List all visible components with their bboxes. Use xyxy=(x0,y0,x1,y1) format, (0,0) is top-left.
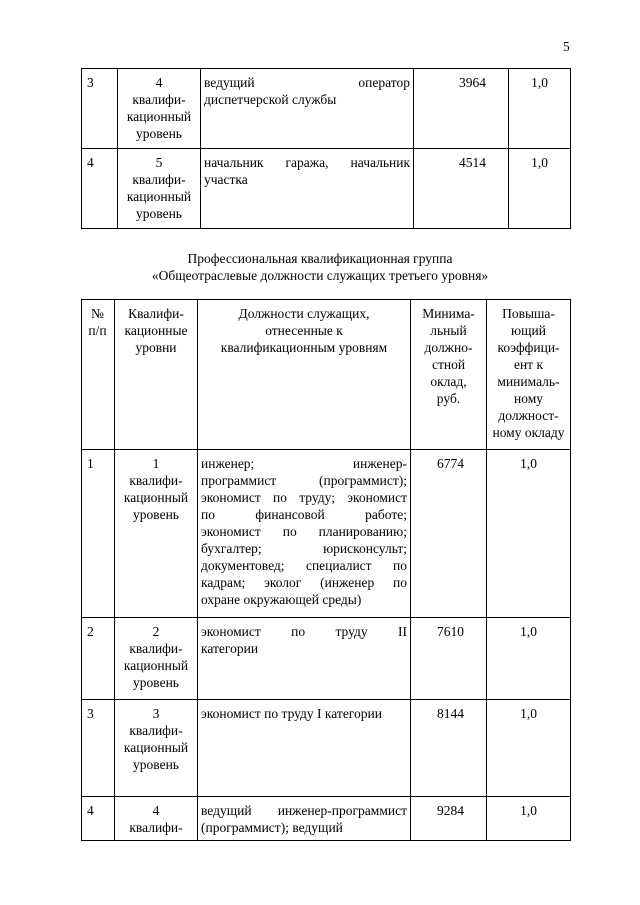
header-line: должно- xyxy=(424,340,473,355)
row-number-cell: 2 xyxy=(82,618,115,700)
level-line: 4 xyxy=(152,803,160,818)
group-heading xyxy=(0,250,640,284)
header-coefficient-cell xyxy=(487,300,571,450)
positions-line: экономист по труду; экономист xyxy=(201,490,407,505)
level-line: уровень xyxy=(133,507,179,522)
positions-line: начальник гаража, начальник xyxy=(204,155,410,170)
header-line: ент к xyxy=(513,357,544,372)
positions-cell xyxy=(201,69,414,149)
coefficient-cell: 1,0 xyxy=(509,149,571,229)
positions-line: диспетчерской службы xyxy=(204,92,337,107)
table-row xyxy=(82,797,571,841)
table-main xyxy=(81,299,571,841)
header-line: п/п xyxy=(88,323,107,338)
positions-line: ведущий оператор xyxy=(204,75,410,90)
coefficient-cell: 1,0 xyxy=(509,69,571,149)
positions-line: кадрам; эколог (инженер по xyxy=(201,575,407,590)
level-cell xyxy=(118,69,201,149)
header-line: руб. xyxy=(436,391,461,406)
header-number-cell xyxy=(82,300,115,450)
header-salary-cell xyxy=(411,300,487,450)
level-line: кационный xyxy=(123,740,189,755)
table-header-row xyxy=(82,300,571,450)
positions-line: бухгалтер; юрисконсульт; xyxy=(201,541,407,556)
level-line: квалифи- xyxy=(129,723,183,738)
table-row xyxy=(82,149,571,229)
positions-line: участка xyxy=(204,172,248,187)
header-positions-cell xyxy=(198,300,411,450)
level-line: кационный xyxy=(126,189,192,204)
page-number: 5 xyxy=(563,39,570,54)
header-line: льный xyxy=(430,323,467,338)
level-line: кационный xyxy=(123,658,189,673)
level-line: 4 xyxy=(155,75,163,90)
row-number-cell: 4 xyxy=(82,149,118,229)
level-line: кационный xyxy=(126,109,192,124)
header-line: Минима- xyxy=(422,306,475,321)
level-line: 1 xyxy=(152,456,160,471)
header-line: уровни xyxy=(135,340,177,355)
salary-cell: 6774 xyxy=(411,450,487,618)
header-line: оклад, xyxy=(430,374,467,389)
coefficient-cell: 1,0 xyxy=(487,618,571,700)
level-line: квалифи- xyxy=(129,820,183,835)
salary-cell: 7610 xyxy=(411,618,487,700)
level-line: квалифи- xyxy=(132,172,186,187)
positions-line: категории xyxy=(201,641,259,656)
header-line: ющий xyxy=(511,323,546,338)
salary-cell: 8144 xyxy=(411,700,487,797)
level-line: 5 xyxy=(155,155,163,170)
level-line: уровень xyxy=(133,675,179,690)
header-line: № xyxy=(91,306,104,321)
positions-line: экономист по планированию; xyxy=(201,524,407,539)
positions-line: охране окружающей среды) xyxy=(201,592,362,607)
positions-line: (программист); ведущий xyxy=(201,820,343,835)
row-number-cell: 3 xyxy=(82,700,115,797)
coefficient-cell: 1,0 xyxy=(487,797,571,841)
positions-cell xyxy=(198,618,411,700)
positions-line: экономист по труду II xyxy=(201,624,407,639)
level-cell xyxy=(118,149,201,229)
table-row xyxy=(82,69,571,149)
positions-line: по финансовой работе; xyxy=(201,507,407,522)
header-line: должност- xyxy=(498,408,559,423)
table-continued xyxy=(81,68,571,229)
salary-cell: 3964 xyxy=(414,69,509,149)
level-line: уровень xyxy=(136,126,182,141)
header-line: Должности служащих, xyxy=(238,306,370,321)
positions-line: документовед; специалист по xyxy=(201,558,407,573)
header-level-cell xyxy=(115,300,198,450)
level-line: уровень xyxy=(133,757,179,772)
header-line: кационные xyxy=(124,323,188,338)
table-row xyxy=(82,618,571,700)
level-cell xyxy=(115,450,198,618)
level-line: уровень xyxy=(136,206,182,221)
coefficient-cell: 1,0 xyxy=(487,700,571,797)
header-line: Повыша- xyxy=(502,306,555,321)
salary-cell: 9284 xyxy=(411,797,487,841)
level-cell xyxy=(115,797,198,841)
level-cell xyxy=(115,700,198,797)
group-heading-line2: «Общеотраслевые должности служащих третьего уровня» xyxy=(151,268,489,283)
header-line: минималь- xyxy=(497,374,560,389)
positions-cell xyxy=(198,450,411,618)
header-line: ному xyxy=(513,391,543,406)
positions-cell xyxy=(198,700,411,797)
header-line: ному окладу xyxy=(492,425,565,440)
positions-line: программист (программист); xyxy=(201,473,407,488)
level-line: 2 xyxy=(152,624,160,639)
positions-line: экономист по труду I категории xyxy=(201,706,382,721)
level-cell xyxy=(115,618,198,700)
positions-cell xyxy=(198,797,411,841)
group-heading-line1: Профессиональная квалификационная группа xyxy=(187,251,453,266)
level-line: квалифи- xyxy=(129,641,183,656)
row-number-cell: 3 xyxy=(82,69,118,149)
level-line: квалифи- xyxy=(129,473,183,488)
table-row xyxy=(82,700,571,797)
salary-cell: 4514 xyxy=(414,149,509,229)
coefficient-cell: 1,0 xyxy=(487,450,571,618)
positions-cell xyxy=(201,149,414,229)
header-line: коэффици- xyxy=(497,340,560,355)
header-line: отнесенные к xyxy=(265,323,343,338)
level-line: 3 xyxy=(152,706,160,721)
row-number-cell: 1 xyxy=(82,450,115,618)
row-number-cell: 4 xyxy=(82,797,115,841)
positions-line: ведущий инженер-программист xyxy=(201,803,407,818)
header-line: стной xyxy=(431,357,466,372)
level-line: кационный xyxy=(123,490,189,505)
header-line: Квалифи- xyxy=(128,306,184,321)
level-line: квалифи- xyxy=(132,92,186,107)
positions-line: инженер; инженер- xyxy=(201,456,407,471)
header-line: квалификационным уровням xyxy=(220,340,388,355)
table-row xyxy=(82,450,571,618)
